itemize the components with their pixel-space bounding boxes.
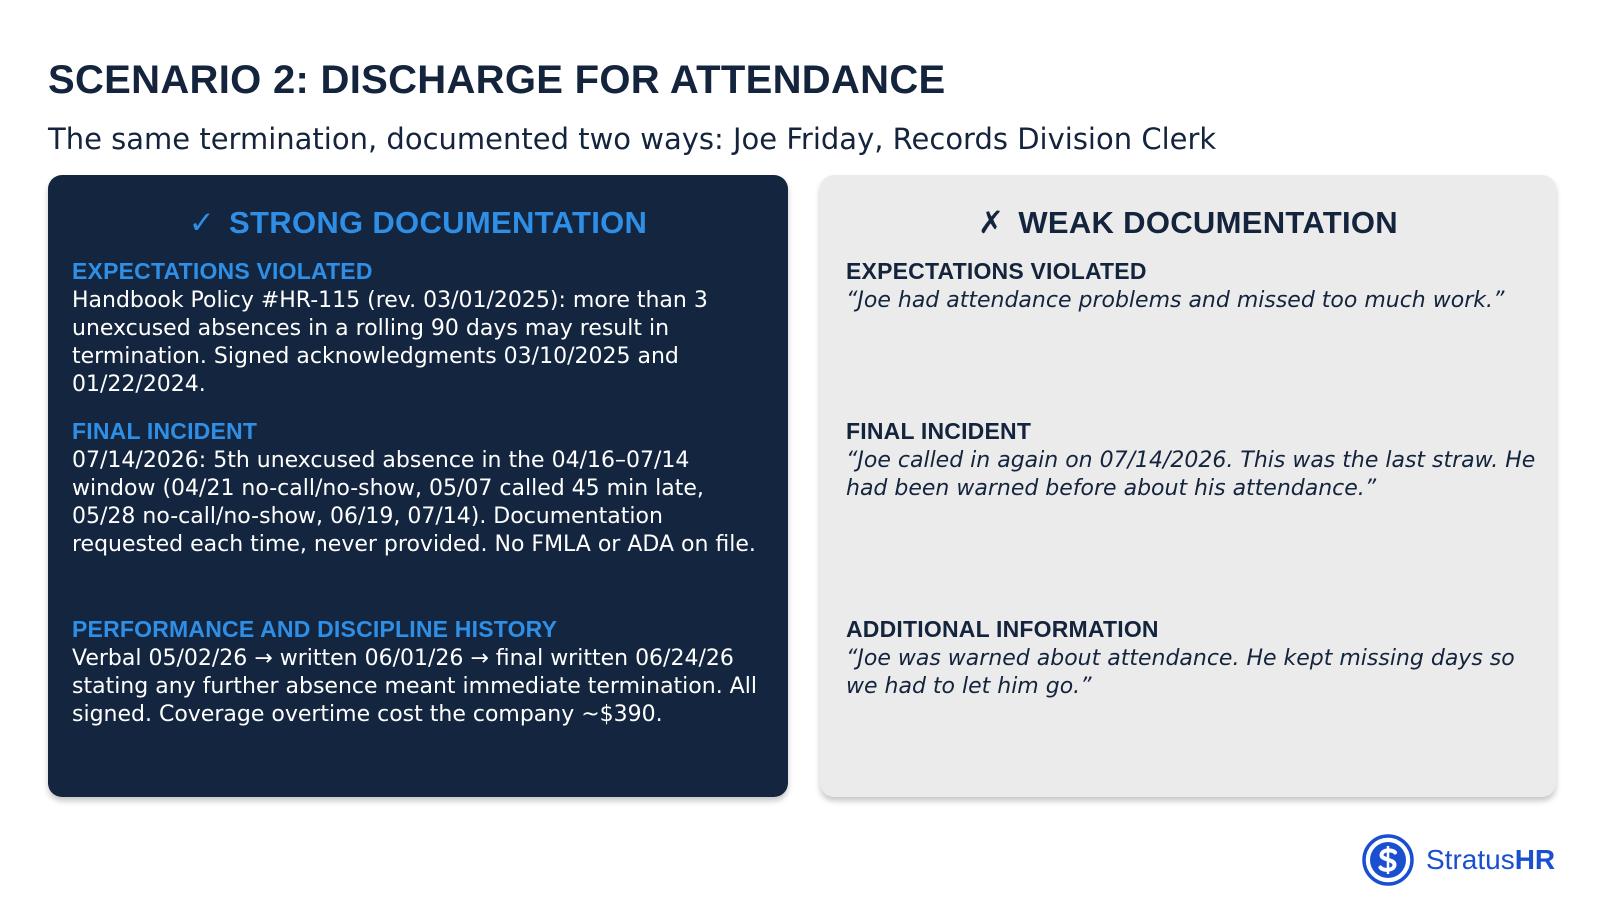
strong-card-heading-label: STRONG DOCUMENTATION	[229, 205, 648, 240]
section-body: Verbal 05/02/26 → written 06/01/26 → final written 06/24/26 stating any further absence meant immediate termination. All signed. Coverage overtime cost the company ~$390.	[72, 646, 757, 727]
section-title: ADDITIONAL INFORMATION	[846, 616, 1159, 642]
section-body: “Joe had attendance problems and missed too much work.”	[846, 288, 1505, 313]
weak-section-final-incident	[846, 417, 1538, 503]
strong-section-expectations	[72, 257, 770, 399]
strong-section-discipline-history	[72, 615, 770, 729]
slide-subtitle: The same termination, documented two ways: Joe Friday, Records Division Clerk	[48, 122, 1217, 156]
strong-documentation-card	[48, 175, 788, 797]
section-body: “Joe called in again on 07/14/2026. This was the last straw. He had been warned before about his attendance.”	[846, 448, 1536, 501]
weak-section-additional-info	[846, 615, 1538, 701]
section-body: 07/14/2026: 5th unexcused absence in the 04/16–07/14 window (04/21 no-call/no-show, 05/07 called 45 min late, 05/28 no-call/no-show, 06/19, 07/14). Documentation requested each time, never provided. No FMLA or ADA on file.	[72, 448, 756, 557]
x-mark-icon: ✗	[978, 205, 1005, 241]
section-title: EXPECTATIONS VIOLATED	[72, 258, 373, 284]
section-title: EXPECTATIONS VIOLATED	[846, 258, 1147, 284]
stratus-hr-logo	[1362, 834, 1555, 886]
weak-documentation-card	[820, 175, 1556, 797]
section-body: “Joe was warned about attendance. He kept missing days so we had to let him go.”	[846, 646, 1515, 699]
section-body: Handbook Policy #HR-115 (rev. 03/01/2025): more than 3 unexcused absences in a rolling 90 days may result in termination. Signed acknowledgments 03/10/2025 and 01/22/2024.	[72, 288, 708, 397]
section-title: FINAL INCIDENT	[846, 418, 1032, 444]
stratus-s-logo-icon	[1362, 834, 1414, 886]
checkmark-icon: ✓	[188, 205, 216, 241]
section-title: FINAL INCIDENT	[72, 418, 258, 444]
slide-title: SCENARIO 2: DISCHARGE FOR ATTENDANCE	[48, 58, 946, 102]
weak-card-heading	[820, 205, 1556, 241]
strong-card-heading	[48, 205, 788, 241]
weak-section-expectations	[846, 257, 1538, 315]
logo-wordmark	[1426, 844, 1555, 876]
weak-card-heading-label: WEAK DOCUMENTATION	[1018, 205, 1398, 240]
section-title: PERFORMANCE AND DISCIPLINE HISTORY	[72, 616, 558, 642]
logo-name-bold: HR	[1514, 844, 1556, 875]
strong-section-final-incident	[72, 417, 770, 559]
logo-name-light: Stratus	[1426, 844, 1515, 875]
